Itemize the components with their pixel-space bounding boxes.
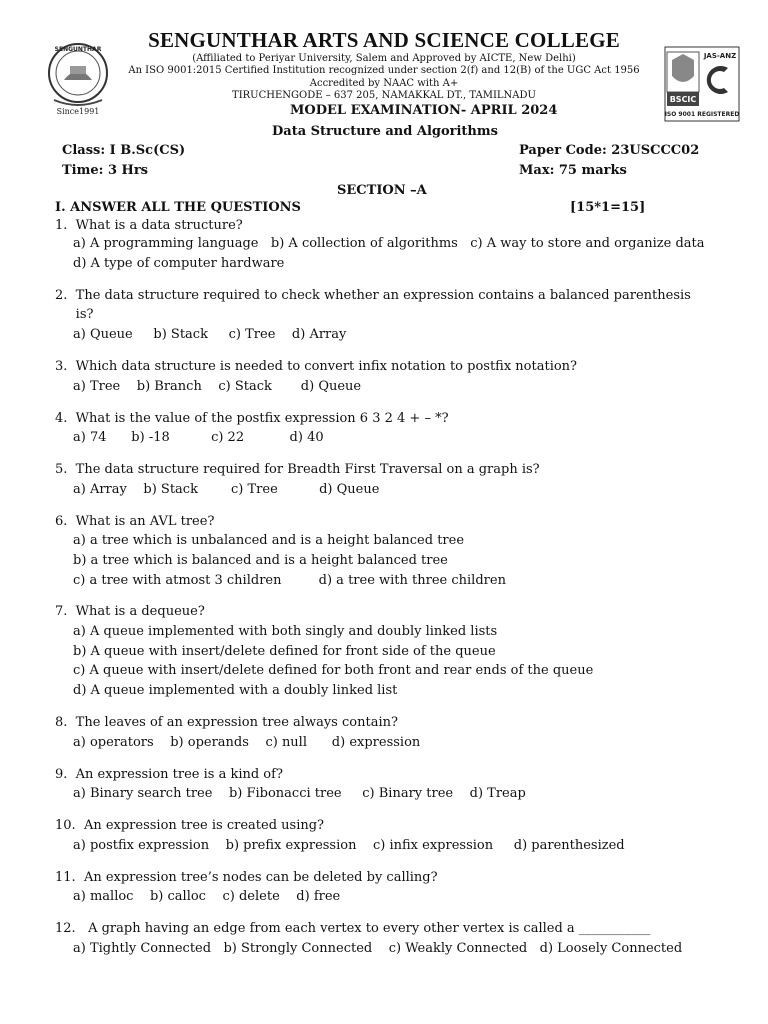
affiliation-line: (Affiliated to Periyar University, Salem and Approved by AICTE, New Delhi)	[192, 53, 576, 64]
iso-registered-text: ISO 9001 REGISTERED	[664, 111, 740, 118]
time-info: Time: 3 Hrs	[62, 163, 148, 178]
question-12-options: a) Tightly Connected b) Strongly Connected c) Weakly Connected d) Loosely Connected	[73, 941, 683, 956]
jas-anz-text: JAS-ANZ	[703, 52, 737, 60]
class-info: Class: I B.Sc(CS)	[62, 143, 186, 158]
question-4: 4. What is the value of the postfix expression 6 3 2 4 + – *?	[55, 411, 449, 426]
question-6-options-3: c) a tree with atmost 3 children d) a tree with three children	[73, 573, 506, 588]
question-6-options-2: b) a tree which is balanced and is a height balanced tree	[73, 553, 448, 568]
question-5-options: a) Array b) Stack c) Tree d) Queue	[73, 482, 380, 497]
question-9: 9. An expression tree is a kind of?	[55, 767, 283, 782]
question-6-options-1: a) a tree which is unbalanced and is a height balanced tree	[73, 533, 465, 548]
naac-line: Accredited by NAAC with A+	[309, 78, 459, 89]
question-12: 12. A graph having an edge from each vertex to every other vertex is called a ___________	[55, 921, 651, 936]
question-6: 6. What is an AVL tree?	[55, 514, 215, 529]
question-2: 2. The data structure required to check whether an expression contains a balanced parenthesis	[55, 288, 691, 303]
question-2-options: a) Queue b) Stack c) Tree d) Array	[73, 327, 347, 342]
question-8: 8. The leaves of an expression tree always contain?	[55, 715, 398, 730]
question-1: 1. What is a data structure?	[55, 218, 243, 233]
question-7-options-3: c) A queue with insert/delete defined for both front and rear ends of the queue	[73, 663, 594, 678]
question-11: 11. An expression tree’s nodes can be deleted by calling?	[55, 870, 438, 885]
section-marks: [15*1=15]	[570, 200, 646, 215]
exam-title: MODEL EXAMINATION- APRIL 2024	[290, 103, 558, 118]
question-7-options-1: a) A queue implemented with both singly and doubly linked lists	[73, 624, 498, 639]
question-3: 3. Which data structure is needed to convert infix notation to postfix notation?	[55, 359, 578, 374]
question-10-options: a) postfix expression b) prefix expression c) infix expression d) parenthesized	[73, 838, 625, 853]
section-instruction: I. ANSWER ALL THE QUESTIONS	[55, 200, 301, 215]
max-marks: Max: 75 marks	[519, 163, 627, 178]
question-7: 7. What is a dequeue?	[55, 604, 205, 619]
subject-title: Data Structure and Algorithms	[272, 124, 498, 139]
logo-since: Since1991	[56, 107, 100, 116]
question-10: 10. An expression tree is created using?	[55, 818, 325, 833]
question-11-options: a) malloc b) calloc c) delete d) free	[73, 889, 341, 904]
question-7-options-4: d) A queue implemented with a doubly linked list	[73, 683, 398, 698]
question-2-cont: is?	[55, 307, 94, 322]
question-5: 5. The data structure required for Breadth First Traversal on a graph is?	[55, 462, 540, 477]
bscic-text: BSCIC	[669, 95, 697, 104]
question-9-options: a) Binary search tree b) Fibonacci tree c) Binary tree d) Treap	[73, 786, 526, 801]
question-4-options: a) 74 b) -18 c) 22 d) 40	[73, 430, 324, 445]
question-8-options: a) operators b) operands c) null d) expression	[73, 735, 421, 750]
question-3-options: a) Tree b) Branch c) Stack d) Queue	[73, 379, 362, 394]
logo-text: SENGUNTHAR	[54, 46, 102, 53]
college-name: SENGUNTHAR ARTS AND SCIENCE COLLEGE	[148, 28, 620, 52]
iso-line: An ISO 9001:2015 Certified Institution recognized under section 2(f) and 12(B) of the UGC Act 1956	[128, 65, 640, 76]
question-1-options-2: d) A type of computer hardware	[73, 256, 285, 271]
paper-code: Paper Code: 23USCCC02	[519, 143, 700, 158]
address-line: TIRUCHENGODE – 637 205, NAMAKKAL DT., TAMILNADU	[232, 90, 536, 101]
question-7-options-2: b) A queue with insert/delete defined for front side of the queue	[73, 644, 496, 659]
section-title: SECTION –A	[337, 183, 427, 198]
question-1-options-1: a) A programming language b) A collection of algorithms c) A way to store and organize data	[73, 236, 705, 251]
